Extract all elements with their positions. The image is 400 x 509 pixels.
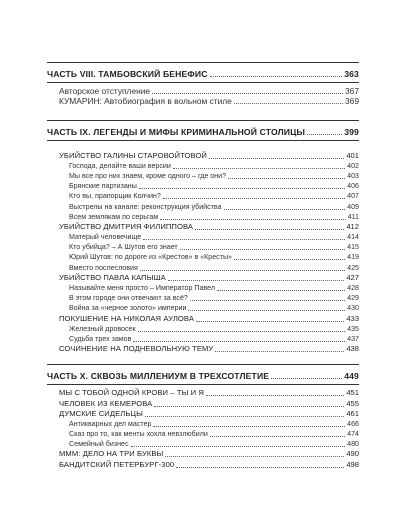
dot-leader — [217, 289, 345, 291]
entry-title: КУМАРИН: Автобиография в вольном стиле — [59, 96, 232, 107]
entry-title: Всем землякам по серьгам — [69, 212, 159, 221]
page-number: 407 — [347, 192, 359, 201]
dot-leader — [210, 435, 345, 437]
entry-title: Семейный бизнес — [69, 440, 129, 449]
part-10-heading[interactable] — [47, 364, 359, 385]
part-9-heading[interactable] — [47, 120, 359, 141]
page-number: 466 — [347, 419, 359, 428]
toc-subentry[interactable] — [47, 303, 359, 313]
entry-title: Война за «черное золото» империи — [69, 304, 187, 313]
page-number: 367 — [345, 86, 359, 97]
page-number: 414 — [347, 233, 359, 242]
entry-title: Судьба трех замов — [69, 334, 132, 343]
entry-title: БАНДИТСКИЙ ПЕТЕРБУРГ-300 — [59, 459, 175, 469]
page-number: 415 — [347, 243, 359, 252]
dot-leader — [140, 269, 345, 271]
entry-title: Называйте меня просто – Император Павел — [69, 284, 215, 292]
dot-leader — [196, 320, 344, 322]
dot-leader — [210, 75, 343, 77]
entry-title: МЫ С ТОБОЙ ОДНОЙ КРОВИ – ТЫ И Я — [59, 388, 204, 398]
part-title: ЧАСТЬ VIII. ТАМБОВСКИЙ БЕНЕФИС — [47, 69, 208, 79]
toc-chapter-entry[interactable] — [47, 222, 359, 232]
dot-leader — [131, 445, 346, 447]
entry-title: УБИЙСТВО ГАЛИНЫ СТАРОВОЙТОВОЙ — [59, 150, 207, 160]
toc-chapter-entry[interactable] — [47, 150, 359, 160]
page-number: 409 — [347, 202, 359, 211]
toc-subentry[interactable] — [47, 191, 359, 201]
page-number: 401 — [346, 150, 359, 160]
page-number: 451 — [346, 388, 359, 398]
toc-chapter-entry[interactable] — [47, 449, 359, 459]
toc-subentry[interactable] — [47, 252, 359, 262]
page-number: 461 — [346, 408, 359, 418]
entry-title: Брянские партизаны — [69, 182, 137, 191]
toc-subentry[interactable] — [47, 293, 359, 303]
entry-title: ЧЕЛОВЕК ИЗ КЕМЕРОВА — [59, 398, 153, 408]
part-title: ЧАСТЬ X. СКВОЗЬ МИЛЛЕНИУМ В ТРЕХСОТЛЕТИЕ — [47, 371, 270, 382]
toc-subentry[interactable] — [47, 201, 359, 211]
toc-chapter-entry[interactable] — [47, 388, 359, 398]
toc-subentry[interactable] — [47, 232, 359, 242]
dot-leader — [224, 208, 346, 210]
dot-leader — [160, 218, 345, 220]
toc-chapter-entry[interactable] — [47, 398, 359, 408]
dot-leader — [190, 299, 345, 301]
dot-leader — [271, 377, 342, 379]
toc-entry[interactable] — [47, 86, 359, 96]
dot-leader — [165, 455, 344, 457]
page-number: 425 — [347, 263, 359, 272]
toc-subentry[interactable] — [47, 429, 359, 439]
page-number: 438 — [346, 344, 359, 354]
page-number: 363 — [344, 69, 359, 79]
dot-leader — [206, 394, 344, 396]
dot-leader — [176, 466, 344, 468]
entry-title: УБИЙСТВО ПАВЛА КАПЫША — [59, 272, 166, 282]
entry-title: Кто убийца? – А Шутов его знает — [69, 243, 178, 252]
page-number: 435 — [347, 324, 359, 333]
page-number: 498 — [346, 459, 359, 469]
dot-leader — [215, 350, 344, 352]
dot-leader — [234, 258, 345, 260]
entry-title: Матерый человечище — [69, 233, 142, 242]
toc-chapter-entry[interactable] — [47, 409, 359, 419]
entry-title: Сказ про то, как менты хохла невзлюбили — [69, 430, 208, 439]
dot-leader — [173, 167, 345, 169]
dot-leader — [163, 197, 345, 199]
page-number: 399 — [344, 127, 359, 138]
entry-title: Мы все про них знаем, кроме одного – где они? — [69, 171, 227, 180]
entry-title: ПОКУШЕНИЕ НА НИКОЛАЯ АУЛОВА — [59, 313, 195, 323]
page-number: 411 — [347, 212, 359, 221]
toc-subentry[interactable] — [47, 262, 359, 272]
dot-leader — [145, 415, 344, 417]
entry-title: Выстрелы на канале: реконструкция убийства — [69, 202, 222, 211]
toc-chapter-entry[interactable] — [47, 344, 359, 354]
dot-leader — [152, 92, 343, 94]
part-10-entries — [47, 388, 359, 470]
dot-leader — [234, 102, 343, 104]
dot-leader — [154, 405, 344, 407]
dot-leader — [228, 177, 345, 179]
dot-leader — [153, 425, 345, 427]
toc-subentry[interactable] — [47, 334, 359, 344]
page-number: 402 — [347, 161, 359, 170]
page-number: 406 — [347, 182, 359, 191]
toc-subentry[interactable] — [47, 242, 359, 252]
page-number: 455 — [346, 398, 359, 408]
page-number: 429 — [347, 294, 359, 303]
toc-subentry[interactable] — [47, 324, 359, 334]
page-number: 412 — [346, 221, 359, 231]
dot-leader — [139, 187, 345, 189]
toc-chapter-entry[interactable] — [47, 313, 359, 323]
page-number: 480 — [347, 440, 359, 449]
dot-leader — [143, 238, 345, 240]
page-number: 437 — [347, 334, 359, 343]
entry-title: Антикварных дел мастер — [69, 419, 152, 428]
toc-chapter-entry[interactable] — [47, 459, 359, 469]
page-number: 433 — [346, 313, 359, 323]
dot-leader — [180, 248, 346, 250]
entry-title: В этом городе они отвечают за всё? — [69, 294, 188, 303]
page-number: 474 — [347, 430, 359, 439]
dot-leader — [133, 340, 345, 342]
toc-subentry[interactable] — [47, 171, 359, 181]
toc-entry[interactable] — [47, 96, 359, 106]
entry-title: Вместо послесловия — [69, 263, 138, 272]
dot-leader — [209, 157, 344, 159]
toc-subentry[interactable] — [47, 212, 359, 222]
entry-title: МММ: ДЕЛО НА ТРИ БУКВЫ — [59, 449, 164, 459]
dot-leader — [307, 133, 342, 135]
page-number: 427 — [346, 272, 359, 282]
toc-subentry[interactable] — [47, 283, 359, 293]
part-9-entries — [47, 150, 359, 354]
entry-title: СОЧИНЕНИЕ НА ПОДНЕВОЛЬНУЮ ТЕМУ — [59, 344, 214, 354]
toc-subentry[interactable] — [47, 161, 359, 171]
toc-subentry[interactable] — [47, 439, 359, 449]
dot-leader — [188, 309, 345, 311]
page-number: 419 — [347, 253, 359, 262]
entry-title: Господа, делайте ваши версии — [69, 161, 171, 170]
part-title: ЧАСТЬ IX. ЛЕГЕНДЫ И МИФЫ КРИМИНАЛЬНОЙ СТОЛИЦЫ — [47, 127, 306, 138]
entry-title: Кто вы, прапорщик Колчин? — [69, 192, 161, 201]
page-number: 449 — [344, 371, 359, 382]
part-8-heading[interactable] — [47, 62, 359, 83]
page-number: 430 — [347, 304, 359, 313]
entry-title: Юрий Шутов: по дороге из «Крестов» в «Кресты» — [69, 253, 233, 262]
page-number: 490 — [346, 449, 359, 459]
toc-subentry[interactable] — [47, 419, 359, 429]
dot-leader — [195, 228, 344, 230]
entry-title: Железный дровосек — [69, 324, 136, 333]
entry-title: УБИЙСТВО ДМИТРИЯ ФИЛИППОВА — [59, 221, 194, 231]
toc-subentry[interactable] — [47, 181, 359, 191]
page-number: 428 — [347, 284, 359, 292]
page-number: 403 — [347, 171, 359, 180]
dot-leader — [168, 279, 345, 281]
toc-chapter-entry[interactable] — [47, 273, 359, 283]
page-number: 369 — [345, 96, 359, 107]
entry-title: Авторское отступление — [59, 86, 151, 97]
table-of-contents — [47, 62, 359, 470]
entry-title: ДУМСКИЕ СИДЕЛЬЦЫ — [59, 408, 143, 418]
dot-leader — [138, 330, 346, 332]
